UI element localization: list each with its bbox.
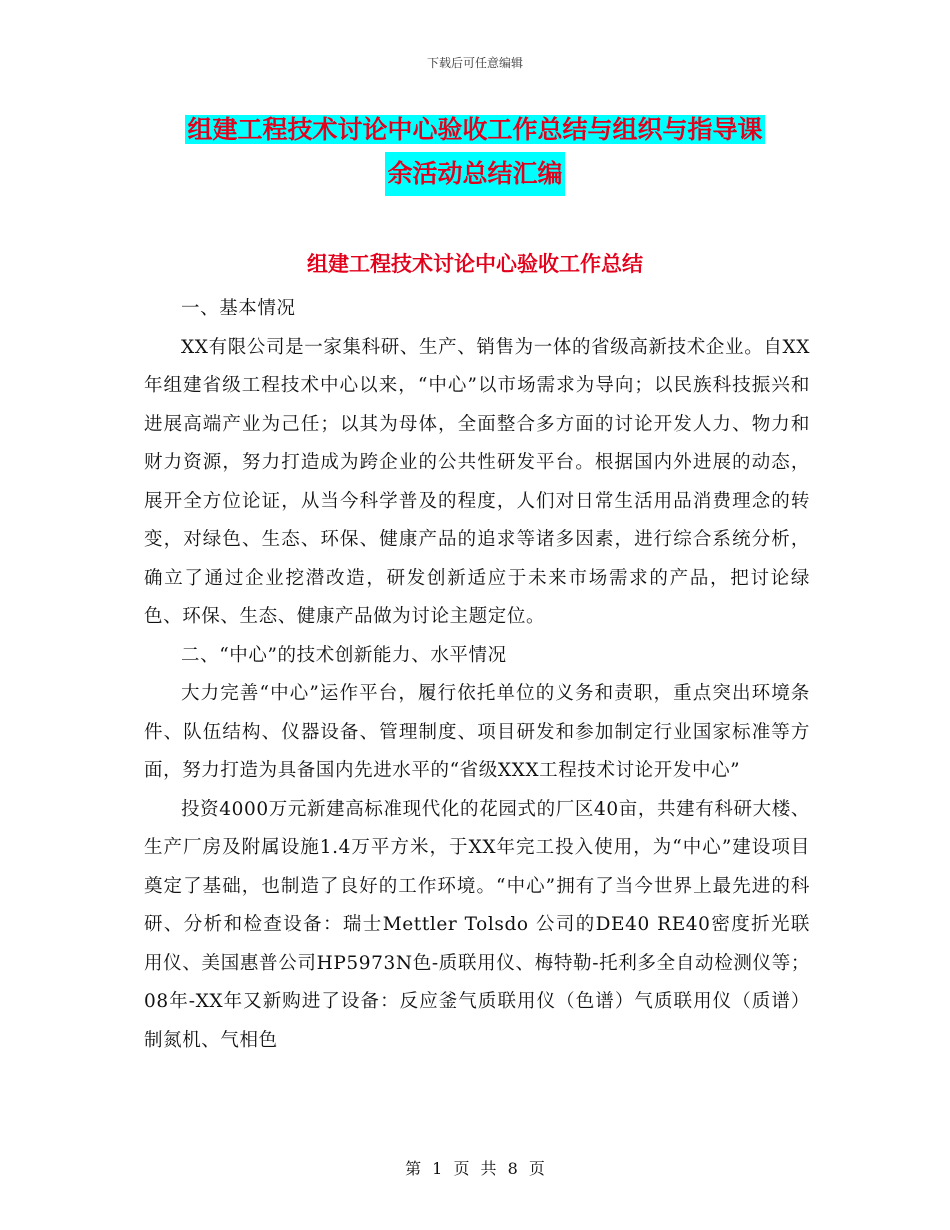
section-title: 组建工程技术讨论中心验收工作总结 (307, 252, 643, 276)
document-body (144, 290, 810, 1060)
heading-basic-situation: 一、基本情况 (181, 298, 296, 319)
paragraph-platform: 大力完善“中心”运作平台，履行依托单位的义务和责职，重点突出环境条件、队伍结构、仪器设备、管理制度、项目研发和参加制定行业国家标准等方面，努力打造为具备国内先进水平的“省级XXX工程技术讨论开发中心” (144, 683, 810, 781)
document-main-title (0, 108, 950, 196)
main-title-line-1: 组建工程技术讨论中心验收工作总结与组织与指导课 (187, 115, 763, 144)
main-title-line-2: 余活动总结汇编 (385, 152, 564, 196)
header-note: 下载后可任意编辑 (426, 56, 523, 70)
paragraph-investment: 投资4000万元新建高标准现代化的花园式的厂区40亩，共建有科研大楼、生产厂房及附属设施1.4万平方米，于XX年完工投入使用，为“中心”建设项目奠定了基础，也制造了良好的工作环境。“中心”拥有了当今世界上最先进的科研、分析和检查设备：瑞士Mettler Tolsdo 公司的DE40 RE40密度折光联用仪、美国惠普公司HP5973N色-质联用仪、梅特勒-托利多全自动检测仪等；08年-XX年又新购进了设备：反应釜气质联用仪（色谱）气质联用仪（质谱）制氮机、气相色 (144, 798, 810, 1051)
heading-innovation-capability: 二、“中心”的技术创新能力、水平情况 (181, 644, 507, 666)
paragraph-company-intro: XX有限公司是一家集科研、生产、销售为一体的省级高新技术企业。自XX年组建省级工程技术中心以来，“中心”以市场需求为导向；以民族科技振兴和进展高端产业为己任；以其为母体，全面整合多方面的讨论开发人力、物力和财力资源，努力打造成为跨企业的公共性研发平台。根据国内外进展的动态，展开全方位论证，从当今科学普及的程度，人们对日常生活用品消费理念的转变，对绿色、生态、环保、健康产品的追求等诸多因素，进行综合系统分析，确立了通过企业挖潜改造，研发创新适应于未来市场需求的产品，把讨论绿色、环保、生态、健康产品做为讨论主题定位。 (144, 336, 810, 627)
page-footer: 第 1 页 共 8 页 (405, 1159, 545, 1178)
